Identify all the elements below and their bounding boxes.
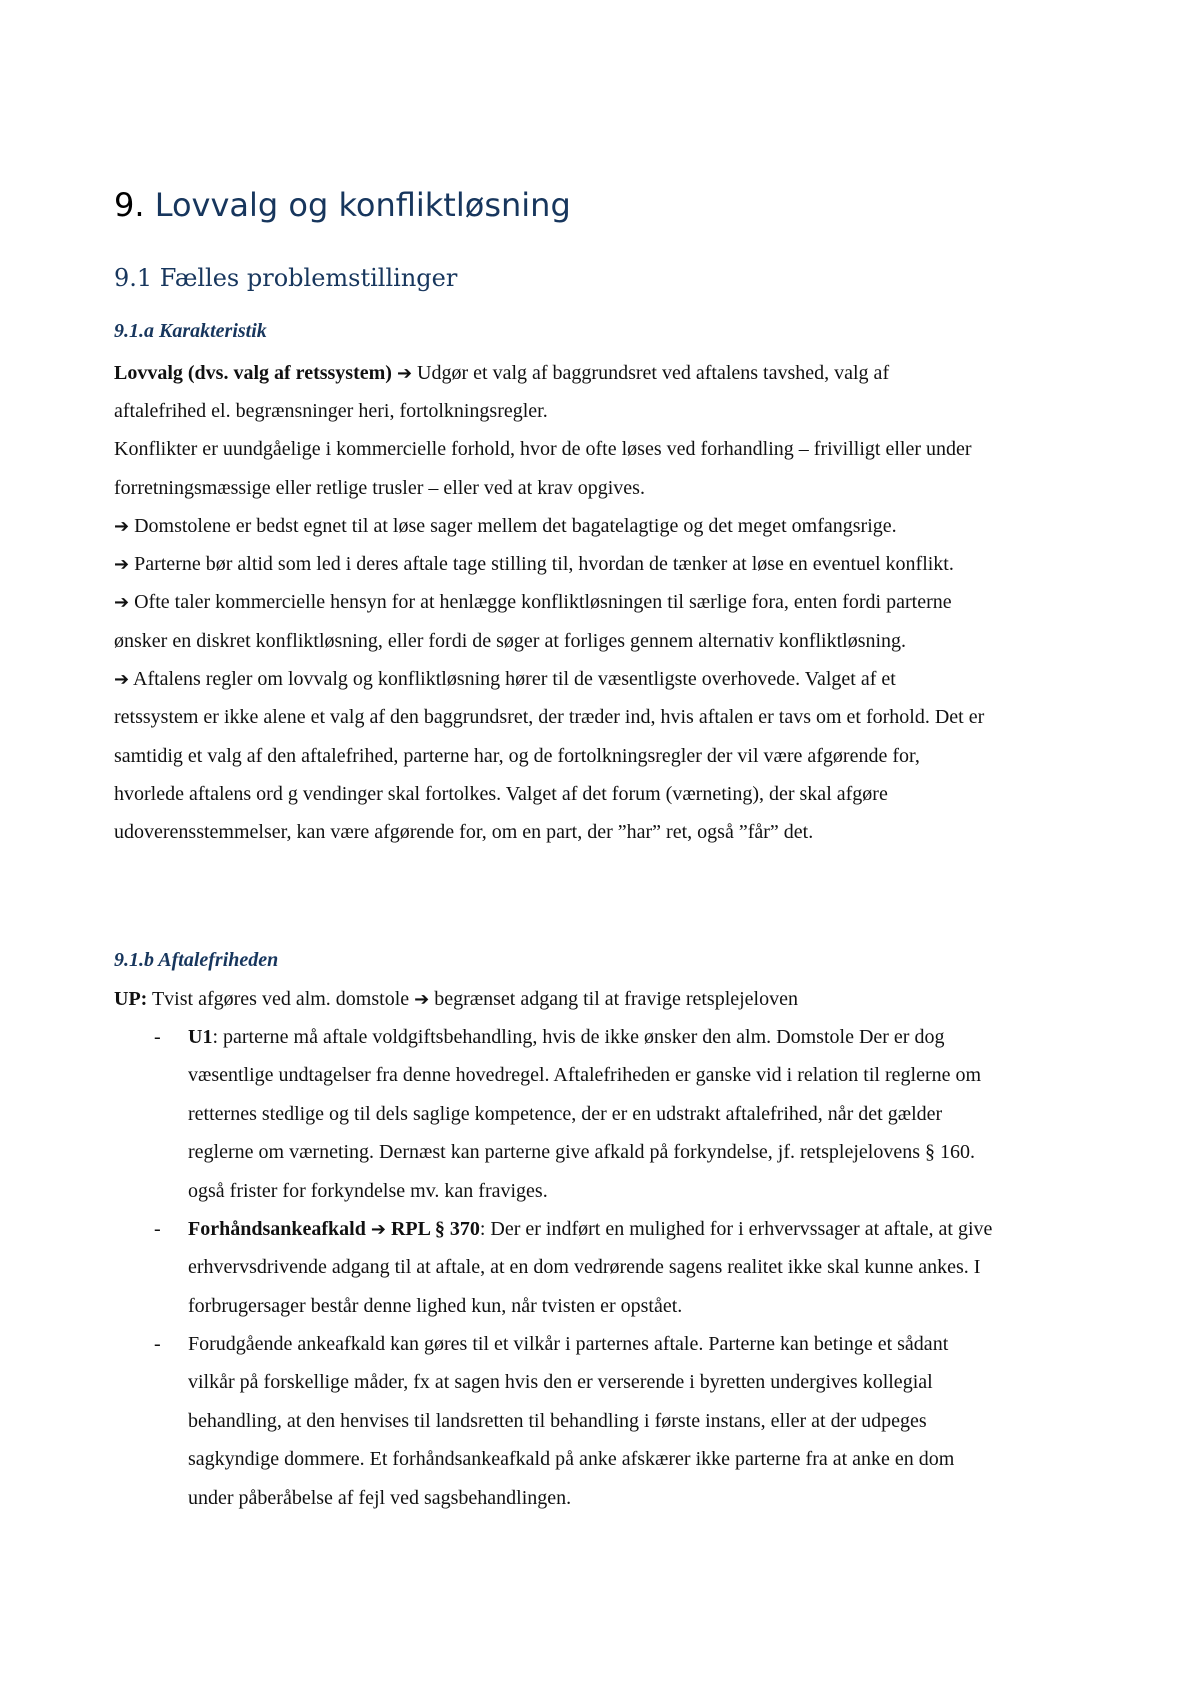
- arrow-right-icon: ➔: [114, 669, 130, 690]
- arrow-right-icon: ➔: [114, 516, 130, 537]
- arrow-line: [114, 515, 897, 538]
- paragraph-line: Konflikter er uundgåelige i kommercielle forhold, hvor de ofte løses ved forhandling – frivilligt eller under: [114, 438, 972, 460]
- item-term: Forhåndsankeafkald: [188, 1218, 366, 1240]
- paragraph-line: udoverensstemmelser, kan være afgørende for, om en part, der ”har” ret, også ”får” det.: [114, 821, 814, 843]
- list-item: [188, 1026, 944, 1049]
- up-text: Tvist afgøres ved alm. domstole: [151, 988, 410, 1010]
- list-bullet: -: [154, 1333, 161, 1355]
- arrow-right-icon: ➔: [114, 592, 130, 613]
- list-item-line: erhvervsdrivende adgang til at aftale, at en dom vedrørende sagens realitet ikke skal kunne ankes. I: [188, 1256, 981, 1278]
- paragraph-line: retssystem er ikke alene et valg af den baggrundsret, der træder ind, hvis aftalen er tavs om et forhold. Det er: [114, 706, 985, 728]
- item-term: U1: [188, 1026, 213, 1048]
- list-item-line: også frister for forkyndelse mv. kan fraviges.: [188, 1180, 548, 1202]
- arrow-right-icon: ➔: [396, 363, 413, 384]
- paragraph-line: [114, 988, 798, 1011]
- arrow-right-icon: ➔: [414, 989, 430, 1010]
- up-label: UP:: [114, 988, 148, 1010]
- arrow-line: [114, 591, 952, 614]
- chapter-number: 9.: [114, 186, 145, 224]
- list-item-line: væsentlige undtagelser fra denne hovedregel. Aftalefriheden er ganske vid i relation til reglerne om: [188, 1064, 982, 1086]
- arrow-right-icon: ➔: [114, 554, 130, 575]
- list-item-line: retternes stedlige og til dels saglige kompetence, der er en udstrakt aftalefrihed, når det gælder: [188, 1103, 943, 1125]
- arrow-line-text: Domstolene er bedst egnet til at løse sager mellem det bagatelagtige og det meget omfangsrige.: [134, 515, 897, 537]
- subsection-heading-b: 9.1.b Aftalefriheden: [114, 949, 279, 971]
- arrow-line-text: Ofte taler kommercielle hensyn for at henlægge konfliktløsningen til særlige fora, enten fordi parterne: [134, 591, 952, 613]
- lead-term: Lovvalg (dvs. valg af retssystem): [114, 362, 392, 384]
- paragraph-line: forretningsmæssige eller retlige trusler – eller ved at krav opgives.: [114, 477, 645, 499]
- paragraph-line: [114, 362, 889, 385]
- list-item-line: sagkyndige dommere. Et forhåndsankeafkald på anke afskærer ikke parterne fra at anke en dom: [188, 1448, 955, 1470]
- list-item-line: under påberåbelse af fejl ved sagsbehandlingen.: [188, 1487, 572, 1509]
- list-item-line: forbrugersager består denne lighed kun, når tvisten er opstået.: [188, 1295, 683, 1317]
- paragraph-line: hvorlede aftalens ord g vendinger skal fortolkes. Valget af det forum (værneting), der skal afgøre: [114, 783, 888, 805]
- subsection-heading-a: 9.1.a Karakteristik: [114, 320, 267, 342]
- lead-text: Udgør et valg af baggrundsret ved aftalens tavshed, valg af: [417, 362, 890, 384]
- arrow-right-icon: ➔: [370, 1219, 386, 1240]
- arrow-line: [114, 553, 954, 576]
- arrow-line-text: Parterne bør altid som led i deres aftale tage stilling til, hvordan de tænker at løse en eventuel konflikt.: [134, 553, 954, 575]
- chapter-heading: [114, 186, 571, 224]
- item-text: : Der er indført en mulighed for i erhvervssager at aftale, at give: [479, 1218, 993, 1240]
- item-term-2: RPL § 370: [390, 1218, 480, 1240]
- list-item-line: vilkår på forskellige måder, fx at sagen hvis den er verserende i byretten undergives kollegial: [188, 1371, 933, 1393]
- paragraph-line: samtidig et valg af den aftalefrihed, parterne har, og de fortolkningsregler der vil være afgørende for,: [114, 745, 920, 767]
- list-item-line: reglerne om værneting. Dernæst kan parterne give afkald på forkyndelse, jf. retsplejelovens § 160.: [188, 1141, 975, 1163]
- list-item-line: behandling, at den henvises til landsretten til behandling i første instans, eller at der udpeges: [188, 1410, 927, 1432]
- list-item: [188, 1218, 992, 1241]
- arrow-line-text: Aftalens regler om lovvalg og konfliktløsning hører til de væsentligste overhovede. Valget af et: [133, 668, 896, 690]
- chapter-title: Lovvalg og konfliktløsning: [154, 186, 571, 224]
- paragraph-line: ønsker en diskret konfliktløsning, eller fordi de søger at forliges gennem alternativ konfliktløsning.: [114, 630, 907, 652]
- up-text-2: begrænset adgang til at fravige retsplejeloven: [434, 988, 798, 1010]
- section-heading: 9.1 Fælles problemstillinger: [114, 264, 458, 292]
- paragraph-line: aftalefrihed el. begrænsninger heri, fortolkningsregler.: [114, 400, 548, 422]
- list-bullet: -: [154, 1026, 161, 1048]
- arrow-line: [114, 668, 896, 691]
- list-bullet: -: [154, 1218, 161, 1240]
- item-text: : parterne må aftale voldgiftsbehandling, hvis de ikke ønsker den alm. Domstole Der er dog: [212, 1026, 945, 1048]
- list-item-line: Forudgående ankeafkald kan gøres til et vilkår i parternes aftale. Parterne kan betinge et sådant: [188, 1333, 949, 1355]
